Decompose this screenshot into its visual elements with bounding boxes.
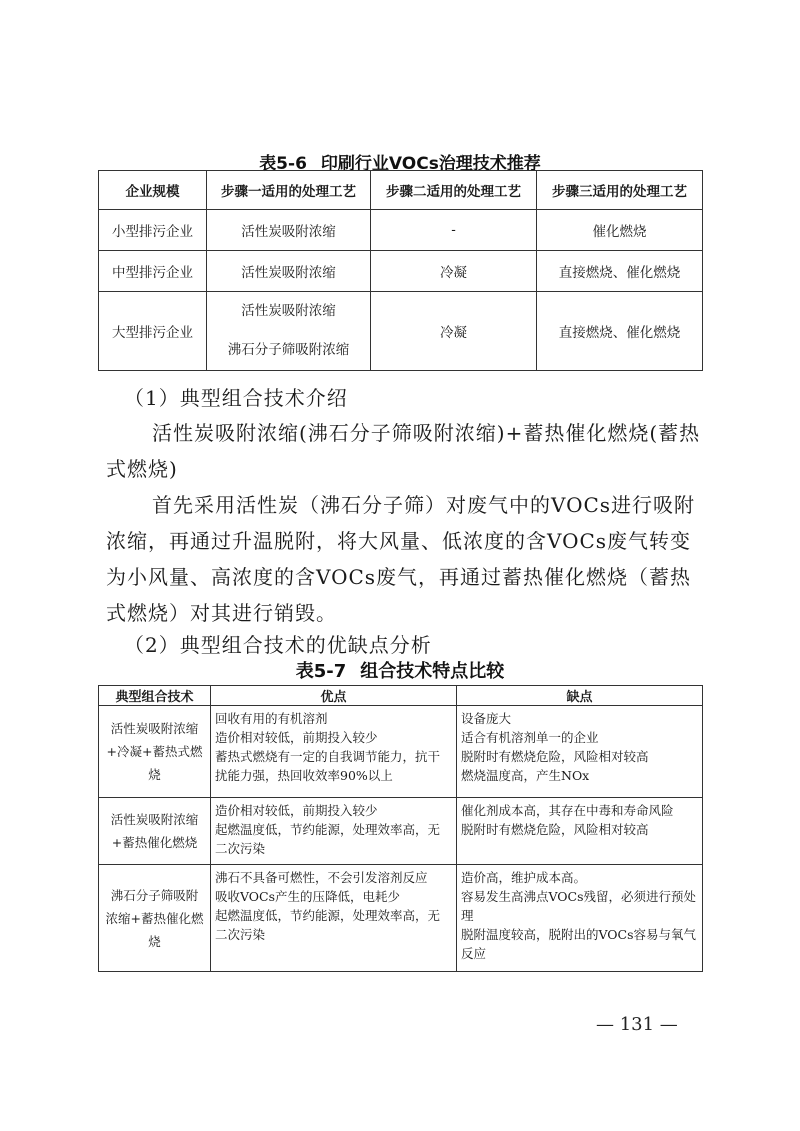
step1-cell: 活性炭吸附浓缩 (207, 210, 371, 251)
scale-cell: 中型排污企业 (99, 251, 207, 292)
cons-item: 造价高，维护成本高。 (461, 870, 587, 885)
pros-item: 吸收VOCs产生的压降低，电耗少 (215, 889, 401, 904)
cons-item: 燃烧温度高，产生NOx (461, 768, 590, 783)
step3-cell: 直接燃烧、催化燃烧 (537, 251, 703, 292)
technology-cell: 活性炭吸附浓缩+冷凝+蓄热式燃烧 (99, 706, 211, 798)
cons-cell (457, 865, 703, 972)
pros-cell (211, 865, 457, 972)
cons-item: 脱附时有燃烧危险，风险相对较高 (461, 749, 649, 764)
step1-line: 沸石分子筛吸附浓缩 (227, 342, 350, 358)
step3-cell: 直接燃烧、催化燃烧 (537, 292, 703, 371)
header-cell: 典型组合技术 (99, 686, 211, 706)
step3-cell: 催化燃烧 (537, 210, 703, 251)
table1-voc-treatment-recommendation (98, 170, 703, 371)
pros-item: 沸石不具备可燃性，不会引发溶剂反应 (215, 870, 428, 885)
step2-cell: 冷凝 (371, 251, 537, 292)
table1-caption-title: 印刷行业VOCs治理技术推荐 (320, 154, 541, 174)
pros-item: 造价相对较低，前期投入较少 (215, 730, 378, 745)
section1-paragraph-2: 首先采用活性炭（沸石分子筛）对废气中的VOCs进行吸附浓缩，再通过升温脱附，将大风量、低浓度的含VOCs废气转变为小风量、高浓度的含VOCs废气，再通过蓄热催化燃烧（蓄热式燃烧）对其进行销毁。 (106, 493, 696, 625)
table-row (99, 865, 703, 972)
pros-item: 蓄热式燃烧有一定的自我调节能力，抗干扰能力强，热回收效率90%以上 (215, 749, 441, 783)
pros-cell (211, 798, 457, 865)
table2-caption-number: 表5-7 (295, 661, 347, 682)
step1-cell (207, 292, 371, 371)
cons-item: 设备庞大 (461, 711, 512, 726)
step2-cell: 冷凝 (371, 292, 537, 371)
cons-item: 催化剂成本高，其存在中毒和寿命风险 (461, 803, 674, 818)
table-row (99, 292, 703, 371)
table2-technology-comparison (98, 685, 703, 972)
pros-item: 起燃温度低，节约能源，处理效率高，无二次污染 (215, 822, 441, 856)
technology-cell: 沸石分子筛吸附浓缩+蓄热催化燃烧 (99, 865, 211, 972)
technology-cell: 活性炭吸附浓缩+蓄热催化燃烧 (99, 798, 211, 865)
table-header-row (99, 686, 703, 706)
cons-cell (457, 798, 703, 865)
table-header-row (99, 171, 703, 210)
pros-item: 起燃温度低，节约能源，处理效率高，无二次污染 (215, 908, 441, 942)
pros-item: 造价相对较低，前期投入较少 (215, 803, 378, 818)
table1-caption-number: 表5-6 (259, 154, 307, 174)
pros-item: 回收有用的有机溶剂 (215, 711, 328, 726)
section1-heading: （1）典型组合技术介绍 (124, 386, 348, 410)
pros-cell (211, 706, 457, 798)
cons-item: 容易发生高沸点VOCs残留，必须进行预处理 (461, 889, 697, 923)
step1-line: 活性炭吸附浓缩 (241, 303, 336, 319)
table2-caption (0, 657, 800, 683)
header-cell: 企业规模 (99, 171, 207, 210)
table-row (99, 706, 703, 798)
scale-cell: 大型排污企业 (99, 292, 207, 371)
table-row (99, 210, 703, 251)
cons-item: 脱附时有燃烧危险，风险相对较高 (461, 822, 649, 837)
table-row (99, 798, 703, 865)
header-cell: 优点 (211, 686, 457, 706)
header-cell: 步骤二适用的处理工艺 (371, 171, 537, 210)
header-cell: 步骤一适用的处理工艺 (207, 171, 371, 210)
step2-cell: - (371, 210, 537, 251)
cons-item: 脱附温度较高，脱附出的VOCs容易与氧气反应 (461, 927, 697, 961)
scale-cell: 小型排污企业 (99, 210, 207, 251)
header-cell: 步骤三适用的处理工艺 (537, 171, 703, 210)
page-number: — 131 — (596, 1014, 678, 1035)
cons-item: 适合有机溶剂单一的企业 (461, 730, 599, 745)
section1-paragraph-1: 活性炭吸附浓缩(沸石分子筛吸附浓缩)+蓄热催化燃烧(蓄热式燃烧) (106, 421, 701, 481)
table2-caption-title: 组合技术特点比较 (360, 661, 505, 682)
section2-heading: （2）典型组合技术的优缺点分析 (124, 633, 432, 657)
step1-cell: 活性炭吸附浓缩 (207, 251, 371, 292)
cons-cell (457, 706, 703, 798)
table-row (99, 251, 703, 292)
header-cell: 缺点 (457, 686, 703, 706)
